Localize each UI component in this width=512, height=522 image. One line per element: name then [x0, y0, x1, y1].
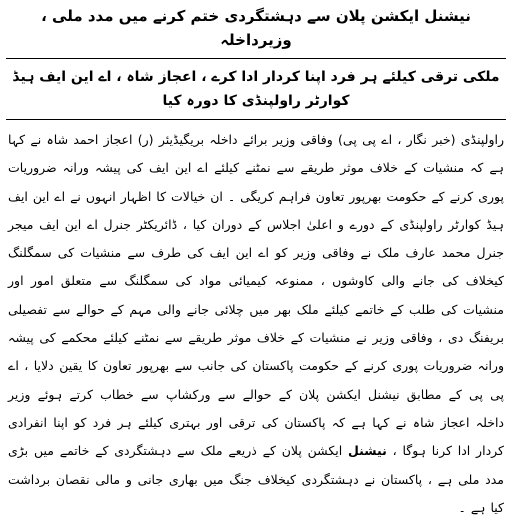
- headline: نیشنل ایکشن پلان سے دہشتگردی ختم کرنے میں مدد ملی ، وزیرداخلہ: [41, 7, 471, 49]
- article-paragraph-2: ایکشن پلان کے ذریعے ملک سے دہشتگردی کے خاتمے میں بڑی مدد ملی ہے ، پاکستان نے دہشتگردی کیخلاف جنگ میں بھاری جانی و مالی نقصان برداشت کیا ہے ۔: [8, 443, 504, 515]
- article-body: [0, 124, 512, 522]
- headline-divider: [6, 58, 506, 59]
- article-paragraph-1: راولپنڈی (خبر نگار ، اے پی پی) وفاقی وزیر برائے داخلہ بریگیڈیئر (ر) اعجاز احمد شاہ نے کہا ہے کہ منشیات کے خلاف موثر طریقے سے نمٹنے کیلئے اے این ایف کی پیشہ ورانہ ضروریات پوری کرنے کے حکومت بھرپور تعاون فراہم کریگی ۔ ان خیالات کا اظہار انہوں نے اے این ایف ہیڈ کوارٹر راولپنڈی کے دورے و اعلیٰ اجلاس کے دوران کیا ، ڈائریکٹر جنرل اے این ایف میجر جنرل محمد عارف ملک نے وفاقی وزیر کو اے این ایف کی طرف سے منشیات کی سمگلنگ کیخلاف کی جانے والی کاوشوں ، ممنوعہ کیمیائی مواد کی سمگلنگ سے متعلق امور اور منشیات کی طلب کے خاتمے کیلئے ملک بھر میں چلائی جانے والی مہم کے حوالے سے تفصیلی بریفنگ دی ، وفاقی وزیر نے منشیات کے خلاف موثر طریقے سے نمٹنے کیلئے محکمے کی پیشہ ورانہ ضروریات پوری کرنے کے حکومت پاکستان کی جانب سے بھرپور تعاون کا یقین دلایا ، اے پی پی کے مطابق نیشنل ایکشن پلان کے حوالے سے ورکشاپ سے خطاب کرتے ہوئے وزیر داخلہ اعجاز شاہ نے کہا ہے کہ پاکستان کی ترقی اور بہتری کیلئے ہر فرد کو اپنا انفرادی کردار ادا کرنا ہوگا ،: [8, 132, 504, 459]
- subheadline: ملکی ترقی کیلئے ہر فرد اپنا کردار ادا کرے ، اعجاز شاہ ، اے این ایف ہیڈ کوارٹر راولپنڈی کا دورہ کیا: [12, 69, 500, 109]
- subheadline-divider: [6, 119, 506, 120]
- article-lead-phrase: نیشنل: [348, 443, 387, 459]
